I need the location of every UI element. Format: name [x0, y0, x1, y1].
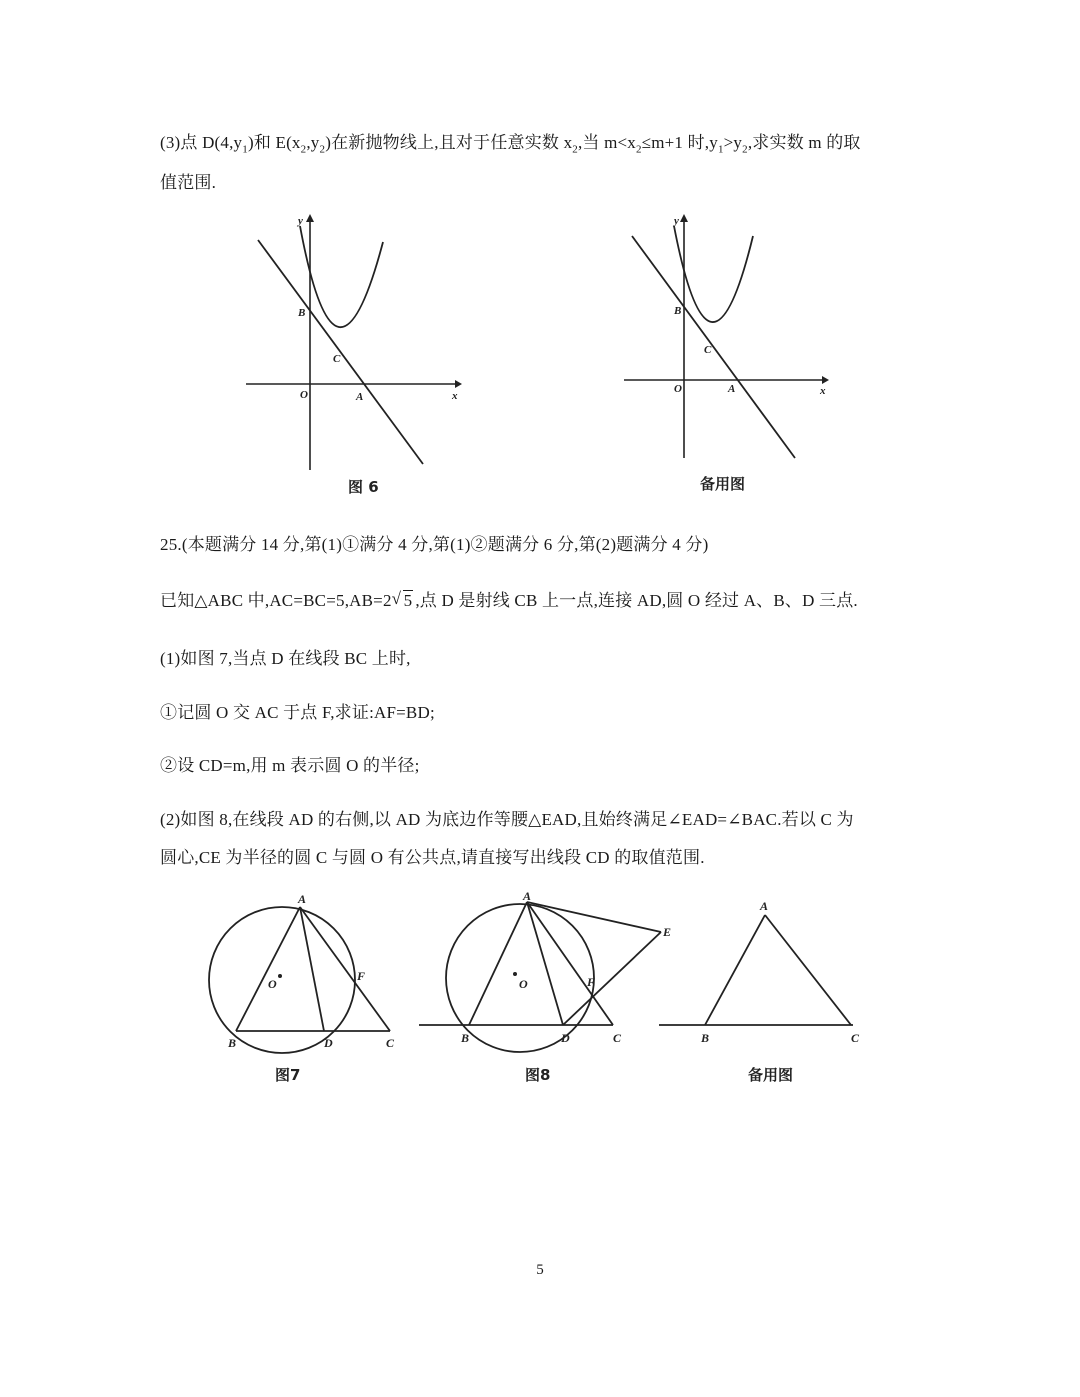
label-c: C: [704, 344, 712, 356]
y-axis-arrow: [680, 214, 688, 222]
figure-7-caption: 图7: [275, 1066, 301, 1084]
page-number: 5: [536, 1262, 544, 1278]
label-y: y: [674, 215, 679, 227]
segment-ac: [765, 915, 851, 1025]
line-ba: [632, 236, 795, 458]
q24-part3-line2: 值范围.: [160, 173, 217, 192]
q25-part2-line1: (2)如图 8,在线段 AD 的右侧,以 AD 为底边作等腰△EAD,且始终满足∠EAD=∠BAC.若以 C 为: [160, 810, 854, 829]
label-o: O: [674, 383, 682, 395]
spare-figure-1: [620, 208, 840, 468]
label-f: F: [587, 975, 596, 989]
figure-8: [415, 890, 685, 1060]
segment-de: [563, 932, 661, 1025]
label-d: D: [324, 1036, 333, 1050]
segment-ab: [469, 902, 527, 1025]
segment-ac: [527, 902, 613, 1025]
figure-6-caption: 图 6: [348, 478, 379, 496]
q25-part1-1: ①记圆 O 交 AC 于点 F,求证:AF=BD;: [160, 703, 435, 722]
label-b: B: [701, 1031, 710, 1045]
q25-header: 25.(本题满分 14 分,第(1)①满分 4 分,第(1)②题满分 6 分,第(2)题满分 4 分): [160, 535, 709, 554]
label-c: C: [613, 1031, 622, 1045]
label-b: B: [461, 1031, 470, 1045]
figure-6: [240, 210, 470, 480]
q24-part3-line1: (3)点 $D(4,y_1)$和 $E(x_2,y_2)$在新抛物线上,且对于任意实数 $x_2$,当 $m<x_2\le m+1$ 时$,y_1>y_2$,求实数 m 的取: [160, 133, 861, 156]
label-x: x: [452, 390, 458, 402]
label-f: F: [357, 969, 366, 983]
center-o: [513, 972, 517, 976]
label-c: C: [333, 353, 341, 365]
q25-part1-2: ②设 CD=m,用 m 表示圆 O 的半径;: [160, 756, 420, 775]
segment-ae: [527, 902, 661, 932]
label-o: O: [519, 977, 528, 991]
label-c: C: [851, 1031, 860, 1045]
y-axis-arrow: [306, 214, 314, 222]
spare-figure-2: [655, 890, 870, 1060]
label-a: A: [523, 890, 532, 903]
label-a: A: [728, 383, 736, 395]
segment-ad: [300, 907, 324, 1031]
x-axis-arrow: [455, 380, 462, 388]
label-e: E: [663, 925, 672, 939]
q25-given: 已知△ABC 中,AC=BC=5,AB=2√ 5 ,点 D 是射线 CB 上一点,连接 AD,圆 O 经过 A、B、D 三点.: [160, 586, 858, 611]
segment-ab: [236, 907, 300, 1031]
label-y: y: [298, 215, 303, 227]
segment-ab: [705, 915, 765, 1025]
label-b: B: [228, 1036, 237, 1050]
x-axis-arrow: [822, 376, 829, 384]
parabola: [300, 226, 383, 327]
q25-part1: (1)如图 7,当点 D 在线段 BC 上时,: [160, 649, 411, 668]
sqrt-sign: √ 5: [394, 591, 414, 611]
figure-8-caption: 图8: [525, 1066, 551, 1084]
segment-ad: [527, 902, 563, 1025]
segment-ac: [300, 907, 390, 1031]
spare-figure-2-caption: 备用图: [748, 1066, 794, 1084]
label-o: O: [300, 389, 308, 401]
label-c: C: [386, 1036, 395, 1050]
label-b: B: [674, 305, 682, 317]
q25-part2-line2: 圆心,CE 为半径的圆 C 与圆 O 有公共点,请直接写出线段 CD 的取值范围.: [160, 848, 705, 867]
spare-figure-1-caption: 备用图: [700, 475, 746, 493]
label-b: B: [298, 307, 306, 319]
label-a: A: [760, 899, 769, 913]
label-d: D: [561, 1031, 570, 1045]
label-a: A: [298, 892, 307, 906]
center-o: [278, 974, 282, 978]
label-o: O: [268, 977, 277, 991]
line-ba: [258, 240, 423, 464]
label-x: x: [820, 385, 826, 397]
label-a: A: [356, 391, 364, 403]
parabola: [674, 226, 753, 322]
figure-7: [200, 890, 410, 1060]
